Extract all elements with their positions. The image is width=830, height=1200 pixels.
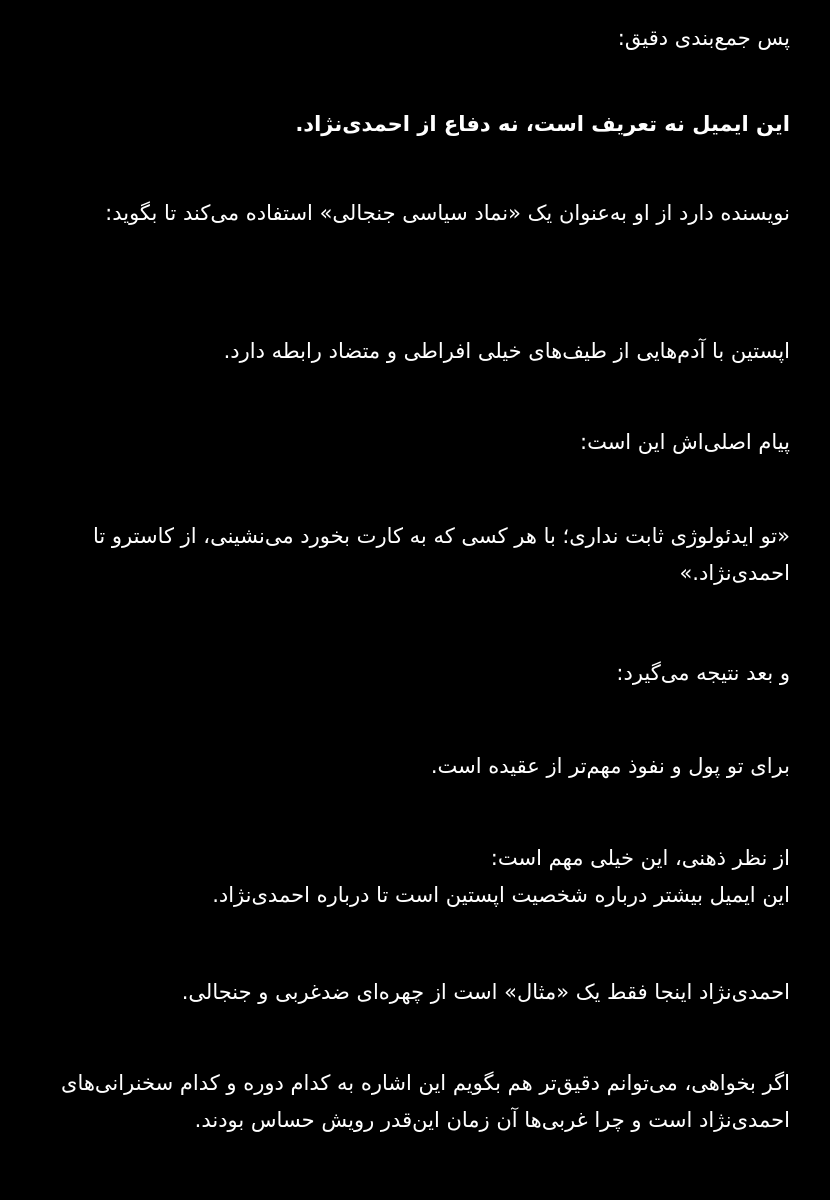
paragraph-main-message: پیام اصلی‌اش این است: — [580, 430, 790, 454]
paragraph-example: احمدی‌نژاد اینجا فقط یک «مثال» است از چهره‌ای ضدغربی و جنجالی. — [181, 980, 790, 1004]
paragraph-mental-note — [30, 840, 790, 914]
mental-note-line-2: این ایمیل بیشتر درباره شخصیت اپستین است تا درباره احمدی‌نژاد. — [212, 883, 790, 907]
quote-no-ideology: «تو ایدئولوژی ثابت نداری؛ با هر کسی که به کارت بخورد می‌نشینی، از کاسترو تا احمدی‌نژاد.» — [93, 524, 790, 585]
paragraph-epstein-relations: اپستین با آدم‌هایی از طیف‌های خیلی افراطی و متضاد رابطه دارد. — [223, 339, 790, 363]
paragraph-money-influence: برای تو پول و نفوذ مهم‌تر از عقیده است. — [430, 754, 790, 778]
paragraph-author-intent: نویسنده دارد از او به‌عنوان یک «نماد سیاسی جنجالی» استفاده می‌کند تا بگوید: — [105, 201, 790, 225]
paragraph-conclusion-intro: و بعد نتیجه می‌گیرد: — [616, 661, 790, 685]
paragraph-offer: اگر بخواهی، می‌توانم دقیق‌تر هم بگویم این اشاره به کدام دوره و کدام سخنرانی‌های احمدی‌نژاد است و چرا غربی‌ها آن زمان این‌قدر رویش حساس بودند. — [61, 1071, 790, 1132]
summary-heading: پس جمع‌بندی دقیق: — [617, 26, 790, 50]
mental-note-line-1: از نظر ذهنی، این خیلی مهم است: — [490, 846, 790, 870]
key-statement: این ایمیل نه تعریف است، نه دفاع از احمدی‌نژاد. — [295, 112, 790, 136]
